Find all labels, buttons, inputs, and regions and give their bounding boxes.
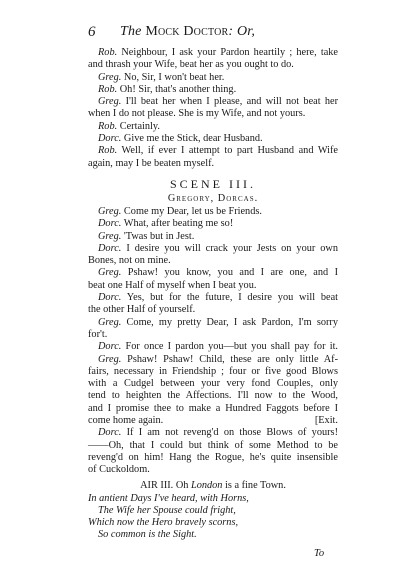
dialogue-text: Pshaw! you know, you and I are one, and I — [121, 267, 338, 279]
dialogue-text: No, Sir, I won't beat her. — [121, 71, 225, 83]
dialogue-line — [88, 341, 338, 353]
dialogue-text: For once I pardon you—but you shall pay for it. — [121, 341, 338, 353]
catchword: To — [314, 548, 325, 559]
verse-line: In antient Days I've heard, with Horns, — [88, 492, 249, 504]
running-title-the: The — [120, 24, 146, 39]
speaker-label: Greg. — [98, 71, 122, 83]
dialogue-text: Come my Dear, let us be Friends. — [121, 205, 262, 217]
dialogue-line — [88, 218, 338, 230]
dialogue-line — [88, 267, 338, 279]
dialogue-line — [88, 133, 338, 145]
dialogue-text: tend to heighten the Affections. I'll now to the Wood, — [88, 390, 338, 402]
dialogue-line — [88, 390, 338, 402]
dialogue-line — [88, 366, 338, 378]
dialogue-line — [88, 304, 338, 316]
air-tune-city: London — [190, 479, 223, 491]
dialogue-line — [88, 121, 338, 133]
dialogue-text: Bones, not on mine. — [88, 255, 171, 267]
speaker-label: Greg. — [98, 267, 122, 279]
air-tune-suffix: is a fine Town. — [222, 479, 286, 491]
page-number: 6 — [88, 24, 96, 40]
speaker-label: Rob. — [98, 120, 118, 132]
dialogue-text: reveng'd on him! Hang the Rogue, he's quite insensible — [88, 451, 338, 463]
dialogue-line — [88, 440, 338, 452]
dialogue-line — [88, 292, 338, 304]
speaker-label: Dorc. — [98, 427, 122, 439]
dialogue-text: 'Twas but in Jest. — [121, 230, 195, 242]
dialogue-line — [88, 72, 338, 84]
dialogue-text: I'll beat her when I please, and will not beat her — [121, 96, 338, 108]
speaker-label: Dorc. — [98, 341, 122, 353]
dialogue-line — [88, 452, 338, 464]
running-header — [88, 26, 338, 46]
dialogue-line — [88, 464, 338, 476]
dialogue-text: ——Oh, that I could but think of some Method to be — [88, 439, 338, 451]
dialogue-text: Neighbour, I ask your Pardon heartily ; here, take — [117, 47, 338, 58]
dialogue-line — [88, 427, 338, 439]
dialogue-text: Oh! Sir, that's another thing. — [117, 83, 237, 95]
dialogue-line — [88, 108, 338, 120]
speaker-label: Dorc. — [98, 133, 122, 145]
dialogue-text: What, after beating me so! — [121, 218, 234, 230]
verse-line: The Wife her Spouse could fright, — [98, 504, 236, 516]
air-label: AIR III. — [140, 479, 174, 491]
dialogue-text: the other Half of yourself. — [88, 304, 196, 316]
dialogue-text: Pshaw! Pshaw! Child, these are only little Af- — [121, 353, 338, 365]
dialogue-text: Give me the Stick, dear Husband. — [121, 133, 263, 145]
speaker-label: Greg. — [98, 96, 122, 108]
dialogue-line — [88, 145, 338, 157]
dialogue-text: Come, my pretty Dear, I ask Pardon, I'm sorry — [121, 316, 338, 328]
speaker-label: Rob. — [98, 47, 118, 58]
verse-line: Which now the Hero bravely scorns, — [88, 517, 239, 529]
speaker-label: Dorc. — [98, 292, 122, 304]
running-title-main: Mock Doctor — [145, 24, 229, 39]
dialogue-text: come home again. — [88, 415, 164, 427]
dialogue-line — [88, 378, 338, 390]
dialogue-line — [88, 243, 338, 255]
running-title — [120, 26, 255, 38]
dialogue-text: for't. — [88, 328, 108, 340]
speaker-label: Greg. — [98, 353, 122, 365]
dialogue-line — [88, 255, 338, 267]
dialogue-line — [88, 47, 338, 59]
dialogue-text: I desire you will crack your Jests on your own — [121, 242, 338, 254]
dialogue-text: Certainly. — [117, 120, 160, 132]
scene-heading: SCENE III. — [170, 176, 256, 191]
dialogue-line — [88, 84, 338, 96]
dialogue-line — [88, 354, 338, 366]
dialogue-text: beat one Half of myself when I beat you. — [88, 279, 257, 291]
dialogue-line — [88, 231, 338, 243]
speaker-label: Greg. — [98, 230, 122, 242]
dialogue-line — [88, 158, 338, 170]
dialogue-text: and I promise thee to make a Hundred Faggots before I — [88, 402, 338, 414]
speaker-label: Rob. — [98, 83, 118, 95]
dialogue-text: of Cuckoldom. — [88, 464, 150, 476]
speaker-label: Dorc. — [98, 218, 122, 230]
dialogue-text: fairs, necessary in Friendship ; four or five good Blows — [88, 365, 338, 377]
running-title-tail: : Or, — [228, 24, 256, 39]
dialogue-line — [88, 96, 338, 108]
dialogue-line — [88, 280, 338, 292]
dialogue-text: with a Cudgel between your very fond Couples, only — [88, 378, 338, 390]
air-heading — [88, 480, 338, 493]
dialogue-line — [88, 317, 338, 329]
speaker-label: Rob. — [98, 145, 118, 157]
dialogue-text: Well, if ever I attempt to part Husband and Wife — [117, 145, 338, 157]
verse-line: So common is the Sight. — [98, 529, 197, 541]
dialogue-line — [88, 415, 338, 427]
dialogue-text: and thrash your Wife, beat her as you ought to do. — [88, 59, 294, 71]
speaker-label: Greg. — [98, 205, 122, 217]
air-tune-prefix: Oh — [173, 479, 191, 491]
dialogue-line — [88, 59, 338, 71]
dialogue-line — [88, 403, 338, 415]
dialogue-text: Yes, but for the future, I desire you will beat — [121, 292, 338, 304]
page-body — [88, 47, 338, 542]
stage-direction: [Exit. — [314, 415, 338, 427]
dialogue-line — [88, 206, 338, 218]
scene-persons: Gregory, Dorcas. — [167, 192, 259, 204]
speaker-label: Greg. — [98, 316, 122, 328]
speaker-label: Dorc. — [98, 242, 122, 254]
dialogue-line — [88, 329, 338, 341]
dialogue-text: again, may I be beaten myself. — [88, 157, 215, 169]
dialogue-text: when I do not please. She is my Wife, and not yours. — [88, 108, 306, 120]
dialogue-text: If I am not reveng'd on those Blows of yours! — [121, 427, 338, 439]
